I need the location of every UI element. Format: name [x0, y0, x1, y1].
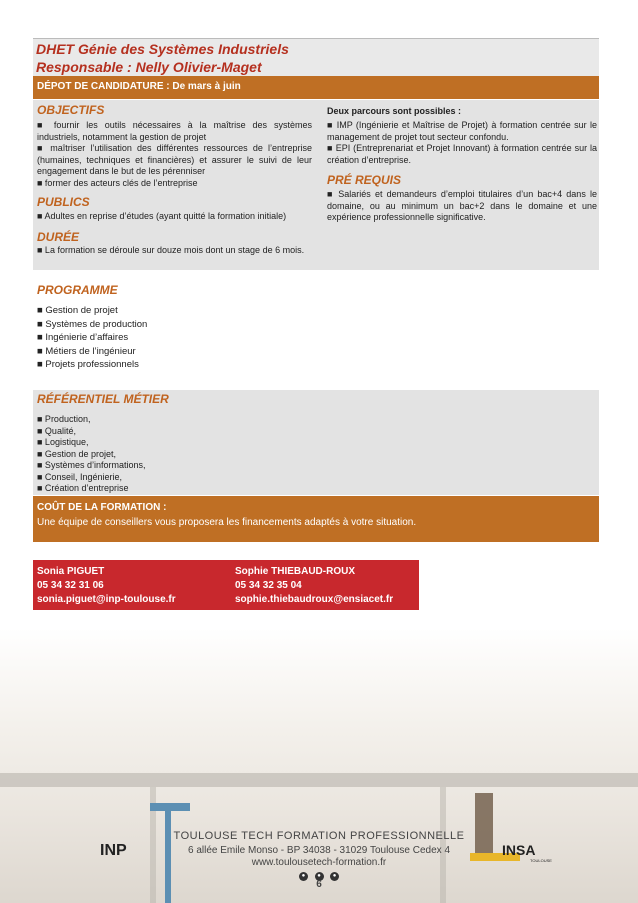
cout-text: Une équipe de conseillers vous proposera les financements adaptés à votre situation. [37, 517, 417, 528]
depot-banner [33, 76, 599, 99]
contact-email[interactable]: sonia.piguet@inp-toulouse.fr [37, 594, 176, 605]
parcours-title: Deux parcours sont possibles : [327, 106, 462, 116]
insa-logo-sub: TOULOUSE [530, 858, 552, 863]
parcours-item: ■ EPI (Entreprenariat et Projet Innovant) à formation centrée sur la création d’entreprise. [327, 143, 597, 165]
page-number: 6 [316, 879, 322, 890]
inp-logo: INP [100, 842, 127, 859]
duree-text: ■ La formation se déroule sur douze mois dont un stage de 6 mois. [37, 245, 305, 255]
footer-address: 6 allée Emile Monso - BP 34038 - 31029 Toulouse Cedex 4 [187, 845, 451, 856]
referentiel-title: RÉFÉRENTIEL MÉTIER [37, 392, 169, 406]
referentiel-item: ■ Création d’entreprise [37, 483, 129, 493]
insa-logo: INSA [502, 842, 536, 858]
cout-title: COÛT DE LA FORMATION : [37, 502, 167, 513]
objectifs-item: ■ maîtriser l’utilisation des différentes ressources de l’entreprise (humaines, techniques et financières) et assurer le suivi de leur engagement dans le but de les pérenniser [37, 143, 312, 176]
social-icon[interactable]: ● [299, 872, 308, 881]
referentiel-item: ■ Production, [37, 414, 91, 424]
referentiel-item: ■ Gestion de projet, [37, 448, 116, 459]
programme-item: ■ Systèmes de production [37, 318, 148, 330]
programme-item: ■ Projets professionnels [37, 359, 139, 370]
cout-banner [33, 496, 599, 542]
objectifs-item: ■ fournir les outils nécessaires à la maîtrise des systèmes industriels, notamment la gestion de projet [37, 120, 312, 142]
photo-beam [0, 773, 638, 787]
referentiel-list [37, 414, 145, 495]
programme-item: ■ Métiers de l’ingénieur [37, 345, 136, 357]
parcours-item: ■ IMP (Ingénierie et Maîtrise de Projet) à formation centrée sur le management de projet tout secteur confondu. [327, 120, 597, 142]
contact-name: Sophie THIEBAUD-ROUX [235, 566, 355, 577]
publics-text: ■ Adultes en reprise d’études (ayant quitté la formation initiale) [37, 211, 287, 221]
referentiel-item: ■ Systèmes d’informations, [37, 460, 146, 470]
program-title: DHET Génie des Systèmes Industriels [36, 41, 289, 57]
parcours-list [327, 120, 597, 166]
social-icon[interactable]: ● [330, 872, 339, 881]
contact-phone: 05 34 32 31 06 [37, 580, 104, 591]
footer-org: TOULOUSE TECH FORMATION PROFESSIONNELLE [173, 830, 465, 842]
publics-title: PUBLICS [37, 195, 90, 209]
contact-name: Sonia PIGUET [37, 566, 105, 577]
programme-item: ■ Gestion de projet [37, 305, 118, 316]
objectifs-list [37, 120, 312, 189]
contact-banner [33, 560, 419, 610]
footer-website[interactable]: www.toulousetech-formation.fr [251, 857, 387, 868]
prerequis-text: ■ Salariés et demandeurs d’emploi titulaires d’un bac+4 dans le domaine, ou au minimum un bac+2 dans le domaine et une expérience professionnelle significative. [327, 189, 597, 222]
photo-worker [475, 793, 493, 853]
referentiel-item: ■ Qualité, [37, 425, 76, 436]
responsable-line: Responsable : Nelly Olivier-Maget [36, 59, 262, 75]
document-header [33, 38, 599, 77]
duree-title: DURÉE [37, 230, 80, 244]
referentiel-item: ■ Conseil, Ingénierie, [37, 471, 122, 482]
programme-list [37, 304, 147, 372]
objectifs-item: ■ former des acteurs clés de l’entreprise [37, 177, 198, 188]
prerequis-title: PRÉ REQUIS [327, 173, 402, 187]
contact-phone: 05 34 32 35 04 [235, 580, 302, 591]
social-icon[interactable]: ● [315, 872, 324, 881]
depot-text: DÉPOT DE CANDIDATURE : De mars à juin [37, 81, 241, 92]
photo-lift-platform [150, 803, 190, 811]
objectifs-title: OBJECTIFS [37, 103, 105, 117]
programme-title: PROGRAMME [37, 283, 118, 297]
programme-item: ■ Ingénierie d’affaires [37, 332, 129, 343]
contact-email[interactable]: sophie.thiebaudroux@ensiacet.fr [235, 594, 394, 605]
referentiel-item: ■ Logistique, [37, 437, 89, 447]
